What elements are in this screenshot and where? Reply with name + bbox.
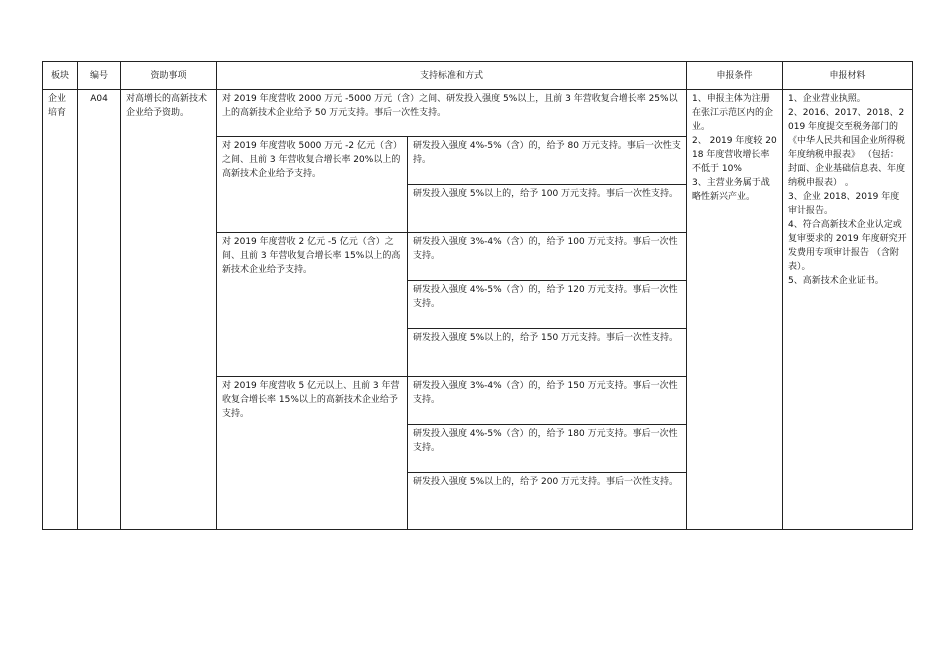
tier4-condition: 对 2019 年度营收 5 亿元以上、且前 3 年营收复合增长率 15%以上的高新技术企业给予支持。: [222, 381, 400, 419]
conditions-cell: [687, 90, 783, 530]
tier3-condition-cell: [217, 233, 408, 377]
header-row: [43, 62, 913, 90]
tier3-option-2: 研发投入强度 4%-5%（含）的，给予 120 万元支持。事后一次性支持。: [413, 285, 678, 309]
material-item-5: 5、高新技术企业证书。: [788, 276, 884, 286]
tier2-option-1: 研发投入强度 4%-5%（含）的，给予 80 万元支持。事后一次性支持。: [413, 141, 681, 165]
material-item-4: 4、符合高新技术企业认定或复审要求的 2019 年度研究开发费用专项审计报告 （含附表）。: [788, 220, 907, 272]
tier1-text: 对 2019 年度营收 2000 万元 -5000 万元（含）之间、研发投入强度 5%以上，且前 3 年营收复合增长率 25%以上的高新技术企业给予 50 万元支持。事后一次性支持。: [222, 94, 678, 118]
tier3-option-3-cell: [408, 329, 687, 377]
tier1-row: [43, 90, 913, 137]
tier4-option-1: 研发投入强度 3%-4%（含）的，给予 150 万元支持。事后一次性支持。: [413, 381, 678, 405]
tier3-option-1-cell: [408, 233, 687, 281]
tier3-option-2-cell: [408, 281, 687, 329]
code-label: A04: [90, 94, 108, 104]
tier2-condition: 对 2019 年度营收 5000 万元 -2 亿元（含）之间、且前 3 年营收复合增长率 20%以上的高新技术企业给予支持。: [222, 141, 402, 179]
tier1-cell: [217, 90, 687, 137]
header-conditions: 申报条件: [687, 62, 783, 90]
section-cell: [43, 90, 78, 530]
material-item-1: 1、企业营业执照。: [788, 94, 866, 104]
funding-table: [42, 61, 913, 530]
tier2-option-1-cell: [408, 137, 687, 185]
header-section: 板块: [43, 62, 78, 90]
condition-item-1: 1、申报主体为注册在张江示范区内的企业。: [692, 94, 774, 132]
materials-cell: [783, 90, 913, 530]
material-item-3: 3、企业 2018、2019 年度审计报告。: [788, 192, 900, 216]
code-cell: [78, 90, 121, 530]
tier4-option-3: 研发投入强度 5%以上的，给予 200 万元支持。事后一次性支持。: [413, 477, 679, 487]
tier2-option-2: 研发投入强度 5%以上的，给予 100 万元支持。事后一次性支持。: [413, 189, 679, 199]
tier4-option-2: 研发投入强度 4%-5%（含）的，给予 180 万元支持。事后一次性支持。: [413, 429, 678, 453]
section-label: 企业培育: [48, 94, 67, 118]
tier3-condition: 对 2019 年度营收 2 亿元 -5 亿元（含）之间、且前 3 年营收复合增长率 15%以上的高新技术企业给予支持。: [222, 237, 401, 275]
material-item-2: 2、2016、2017、2018、2019 年度提交至税务部门的《中华人民共和国企业所得税年度纳税申报表》 （包括：封面、企业基础信息表、年度纳税申报表） 。: [788, 108, 906, 188]
condition-item-2: 2、 2019 年度较 2018 年度营收增长率不低于 10%: [692, 136, 777, 174]
condition-item-3: 3、主营业务属于战略性新兴产业。: [692, 178, 770, 202]
header-item: 资助事项: [121, 62, 217, 90]
item-description: 对高增长的高新技术企业给予资助。: [126, 94, 208, 118]
header-materials: 申报材料: [783, 62, 913, 90]
tier2-option-2-cell: [408, 185, 687, 233]
tier3-option-3: 研发投入强度 5%以上的，给予 150 万元支持。事后一次性支持。: [413, 333, 679, 343]
tier3-option-1: 研发投入强度 3%-4%（含）的，给予 100 万元支持。事后一次性支持。: [413, 237, 678, 261]
tier4-option-2-cell: [408, 425, 687, 473]
tier4-option-3-cell: [408, 473, 687, 530]
tier4-condition-cell: [217, 377, 408, 530]
tier4-option-1-cell: [408, 377, 687, 425]
header-code: 编号: [78, 62, 121, 90]
item-cell: [121, 90, 217, 530]
tier2-condition-cell: [217, 137, 408, 233]
header-standard: 支持标准和方式: [217, 62, 687, 90]
